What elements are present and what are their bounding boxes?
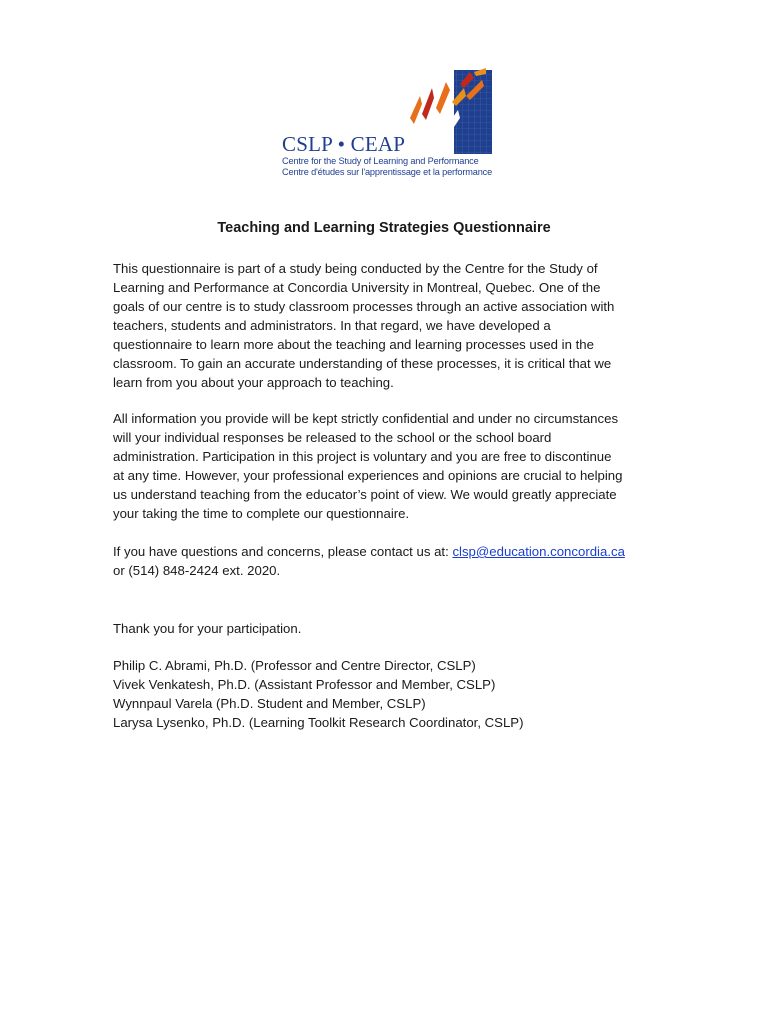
intro-line: goals of our centre is to study classroom processes through an active association with — [113, 299, 615, 314]
confidentiality-line: at any time. However, your professional experiences and opinions are crucial to helping — [113, 468, 623, 483]
logo-subtitle-french: Centre d'études sur l'apprentissage et la performance — [282, 167, 493, 177]
logo-subtitle-english: Centre for the Study of Learning and Performance — [282, 156, 479, 166]
contact-prefix: If you have questions and concerns, please contact us at: — [113, 544, 453, 559]
contact-paragraph — [113, 542, 658, 580]
signatory: Vivek Venkatesh, Ph.D. (Assistant Professor and Member, CSLP) — [113, 677, 496, 692]
contact-line — [113, 542, 658, 561]
contact-email-link[interactable]: clsp@education.concordia.ca — [452, 544, 625, 559]
confidentiality-line: will your individual responses be released to the school or the school board — [113, 430, 552, 445]
intro-line: questionnaire to learn more about the teaching and learning processes used in the — [113, 337, 594, 352]
signatories-list — [113, 656, 658, 732]
cslp-ceap-logo — [282, 68, 494, 180]
thanks-paragraph: Thank you for your participation. — [113, 621, 302, 636]
confidentiality-line: administration. Participation in this project is voluntary and you are free to discontinue — [113, 449, 612, 464]
intro-paragraph — [113, 259, 658, 392]
signatory: Philip C. Abrami, Ph.D. (Professor and Centre Director, CSLP) — [113, 658, 476, 673]
contact-phone: or (514) 848-2424 ext. 2020. — [113, 563, 281, 578]
intro-line: learn from you about your approach to teaching. — [113, 375, 394, 390]
logo-wordmark: CSLP • CEAP — [282, 132, 406, 156]
confidentiality-paragraph — [113, 409, 658, 523]
intro-line: teachers, students and administrators. In that regard, we have developed a — [113, 318, 551, 333]
confidentiality-line: All information you provide will be kept strictly confidential and under no circumstances — [113, 411, 619, 426]
confidentiality-line: us understand teaching from the educator’s point of view. We would greatly appreciate — [113, 487, 617, 502]
document-title: Teaching and Learning Strategies Questionnaire — [217, 220, 551, 236]
signatory: Wynnpaul Varela (Ph.D. Student and Member, CSLP) — [113, 696, 426, 711]
cslp-logo-mark-icon — [408, 68, 492, 154]
confidentiality-line: your taking the time to complete our questionnaire. — [113, 506, 410, 521]
signatory: Larysa Lysenko, Ph.D. (Learning Toolkit Research Coordinator, CSLP) — [113, 715, 524, 730]
intro-line: This questionnaire is part of a study being conducted by the Centre for the Study of — [113, 261, 598, 276]
intro-line: Learning and Performance at Concordia University in Montreal, Quebec. One of the — [113, 280, 601, 295]
intro-line: classroom. To gain an accurate understanding of these processes, it is critical that we — [113, 356, 612, 371]
